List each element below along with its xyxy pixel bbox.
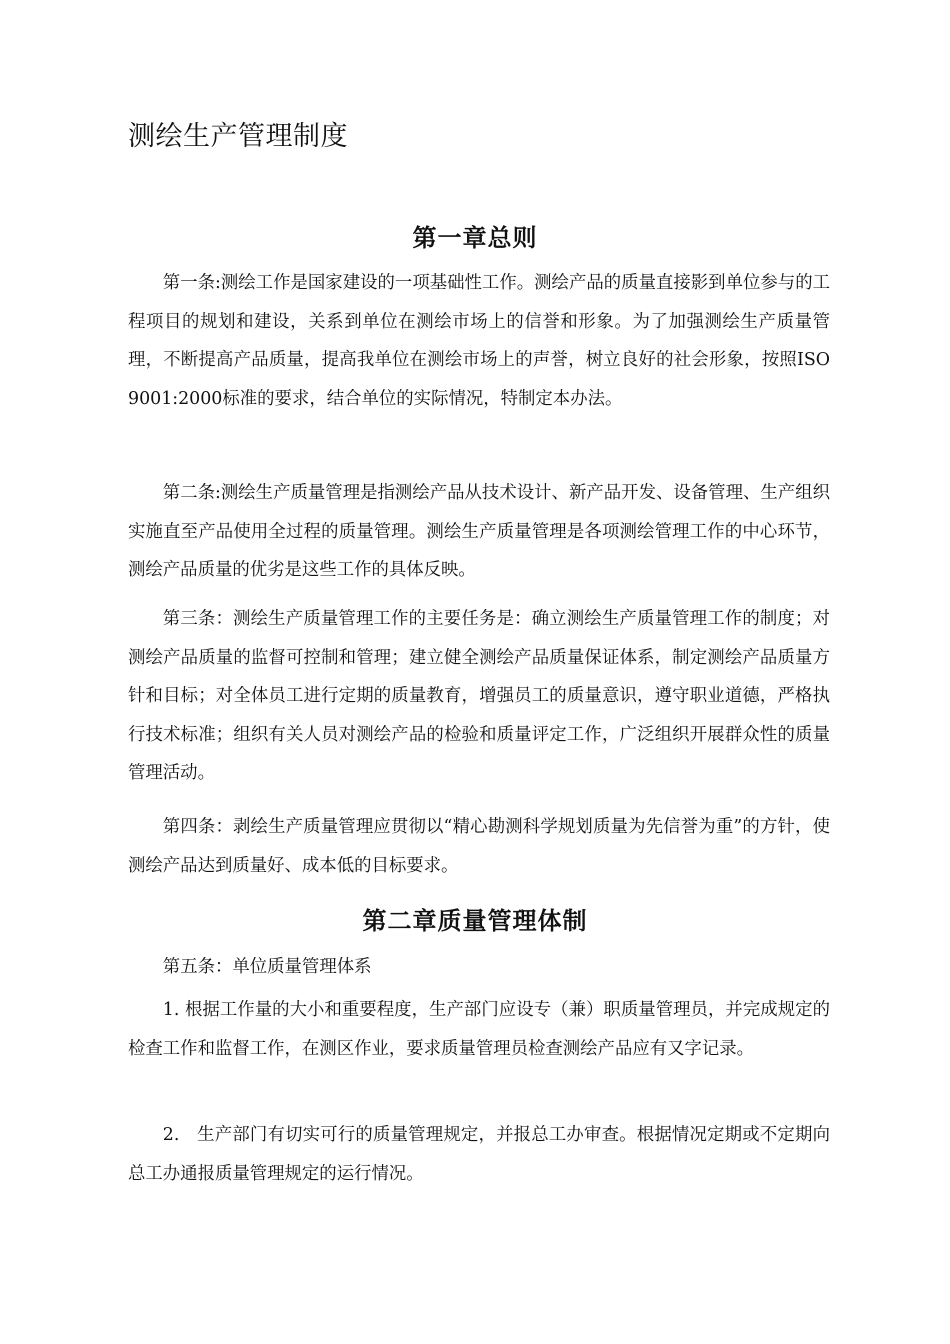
- article-3: 第三条：测绘生产质量管理工作的主要任务是：确立测绘生产质量管理工作的制度；对测绘产品质量的监督可控制和管理；建立健全测绘产品质量保证体系，制定测绘产品质量方针和目标；对全体员工进行定期的质量教育，增强员工的质量意识，遵守职业道德，严格执行技术标准；组织有关人员对测绘产品的检验和质量评定工作，广泛组织开展群众性的质量管理活动。: [128, 609, 830, 783]
- article-5-item-1: 1. 根据工作量的大小和重要程度，生产部门应设专（兼）职质量管理员，并完成规定的检查工作和监督工作，在测区作业，要求质量管理员检查测绘产品应有又字记录。: [128, 1000, 830, 1059]
- chapter-heading-2: 第二章质量管理体制: [362, 907, 588, 935]
- article-5: 第五条：单位质量管理体系: [162, 957, 372, 977]
- article-5-item-2: 2. 生产部门有切实可行的质量管理规定，并报总工办审查。根据情况定期或不定期向总工办通报质量管理规定的运行情况。: [128, 1125, 830, 1184]
- document-title: 测绘生产管理制度: [128, 121, 348, 152]
- chapter-heading-1: 第一章总则: [412, 224, 538, 252]
- article-4: 第四条：剥绘生产质量管理应贯彻以“精心勘测科学规划质量为先信誉为重”的方针，使测绘产品达到质量好、成本低的目标要求。: [128, 817, 830, 876]
- article-2: 第二条:测绘生产质量管理是指测绘产品从技术设计、新产品开发、设备管理、生产组织实施直至产品使用全过程的质量管理。测绘生产质量管理是各项测绘管理工作的中心环节，测绘产品质量的优劣是这些工作的具体反映。: [128, 483, 830, 580]
- article-1: 第一条:测绘工作是国家建设的一项基础性工作。测绘产品的质量直接影到单位参与的工程项目的规划和建设，关系到单位在测绘市场上的信誉和形象。为了加强测绘生产质量管理，不断提高产品质量，提高我单位在测绘市场上的声誉，树立良好的社会形象，按照ISO9001:2000标准的要求，结合单位的实际情况，特制定本办法。: [128, 273, 830, 409]
